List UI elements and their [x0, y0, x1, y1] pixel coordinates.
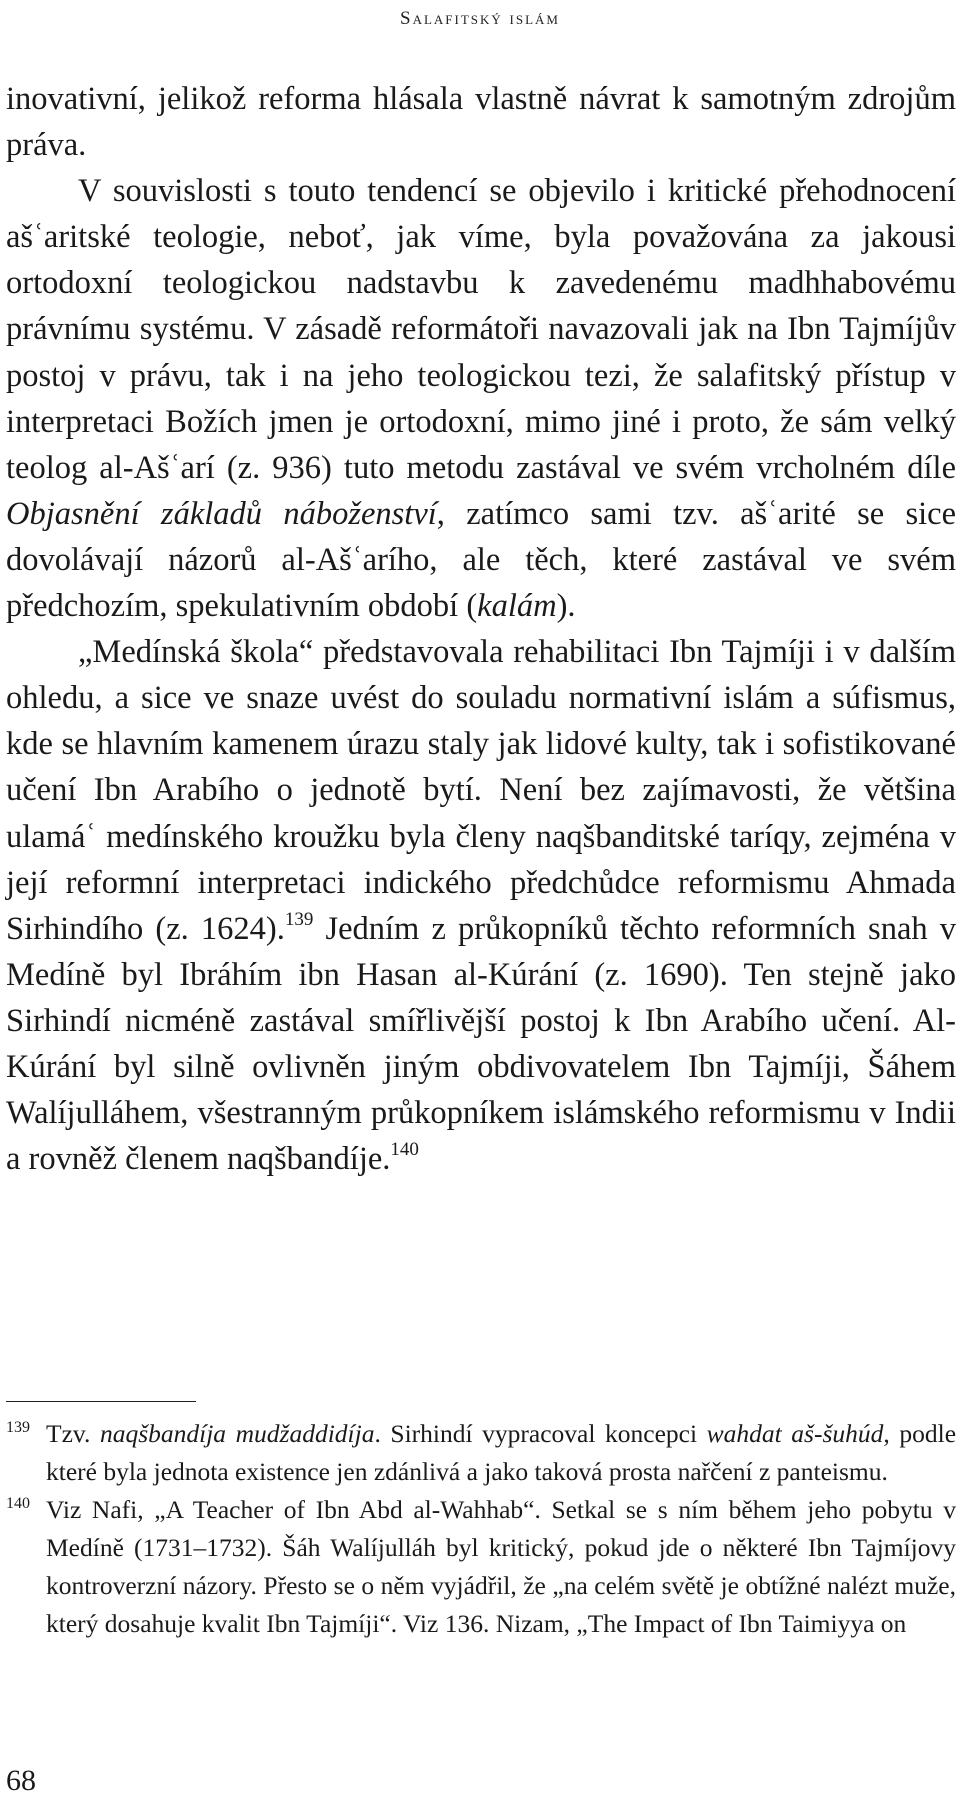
term-italic: naqšbandíja mudžaddidíja — [99, 1419, 375, 1448]
footnote — [6, 1415, 956, 1491]
book-title: Objasnění základů náboženství — [6, 495, 437, 532]
page-number: 68 — [6, 1764, 36, 1797]
text-segment: , podle které byla jednota existence jen zdánlivá a jako taková prosta nařčení z panteismu. — [46, 1419, 957, 1486]
paragraph — [6, 76, 956, 168]
footnote-reference[interactable]: 140 — [390, 1139, 419, 1161]
footnotes — [6, 1415, 956, 1643]
paragraph — [6, 168, 956, 629]
body-text — [6, 76, 956, 1182]
text-segment: ). — [556, 588, 576, 625]
text-segment: . Sirhindí vypracoval koncepci — [374, 1419, 707, 1448]
text-segment: Viz Nafi, „A Teacher of Ibn Abd al-Wahhab“. Setkal se s ním během jeho pobytu v Medíně (1731–1732). Šáh Walíjulláh byl kritický, pokud jde o některé Ibn Tajmíjovy kontroverzní názory. Přesto se o něm vyjádřil, že „na celém světě je obtížné nalézt muže, který dosahuje kvalit Ibn Tajmíji“. Viz 136. Nizam, „The Impact of Ibn Taimiyya on — [46, 1495, 956, 1638]
footnote — [6, 1491, 956, 1643]
footnote-reference[interactable]: 139 — [284, 908, 314, 930]
text-segment: Jedním z průkopníků těchto reformních snah v Medíně byl Ibráhím ibn Hasan al-Kúrání (z. 1690). Ten stejně jako Sirhindí nicméně zastával smířlivější postoj k Ibn Arabího učení. Al-Kúrání byl silně ovlivněn jiným obdivovatelem Ibn Tajmíji, Šáhem Walíjulláhem, všestranným průkopníkem islámského reformismu v Indii a rovněž členem naqšbandíje. — [6, 910, 956, 1178]
term-italic: kalám — [477, 588, 557, 625]
text-segment: „Medínská škola“ představovala rehabilitaci Ibn Tajmíji i v dalším ohledu, a sice ve snaze uvést do souladu normativní islám a súfismus, kde se hlavním kamenem úrazu staly jak lidové kulty, tak i sofistikované učení Ibn Arabího o jednotě bytí. Není bez zajímavosti, že většina ulamáʿ medínského kroužku byla členy naqšbanditské taríqy, zejména v její reformní interpretaci indického předchůdce reformismu Ahmada Sirhindího (z. 1624). — [6, 634, 956, 947]
paragraph — [6, 629, 956, 1182]
running-head: Salafitský islám — [400, 8, 560, 29]
text-segment: , zatímco sami tzv. ašʿarité se sice dovolávají názorů al-Ašʿarího, ale těch, které zastával ve svém předchozím, spekulativním období ( — [6, 495, 956, 625]
footnote-number: 140 — [6, 1495, 30, 1512]
footnote-number: 139 — [6, 1419, 30, 1436]
text-segment: Tzv. — [46, 1419, 100, 1448]
text-segment: V souvislosti s touto tendencí se objevilo i kritické přehodnocení ašʿaritské teologie, neboť, jak víme, byla považována za jakousi ortodoxní teologickou nadstavbu k zavedenému madhhabovému právnímu systému. V zásadě reformátoři navazovali jak na Ibn Tajmíjův postoj v právu, tak i na jeho teologickou tezi, že salafitský přístup v interpretaci Božích jmen je ortodoxní, mimo jiné i proto, že sám velký teolog al-Ašʿarí (z. 936) tuto metodu zastával ve svém vrcholném díle — [6, 173, 956, 486]
text-segment: inovativní, jelikož reforma hlásala vlastně návrat k samotným zdrojům práva. — [6, 81, 956, 164]
footnote-separator — [6, 1401, 196, 1402]
term-italic: wahdat aš-šuhúd — [706, 1419, 884, 1448]
